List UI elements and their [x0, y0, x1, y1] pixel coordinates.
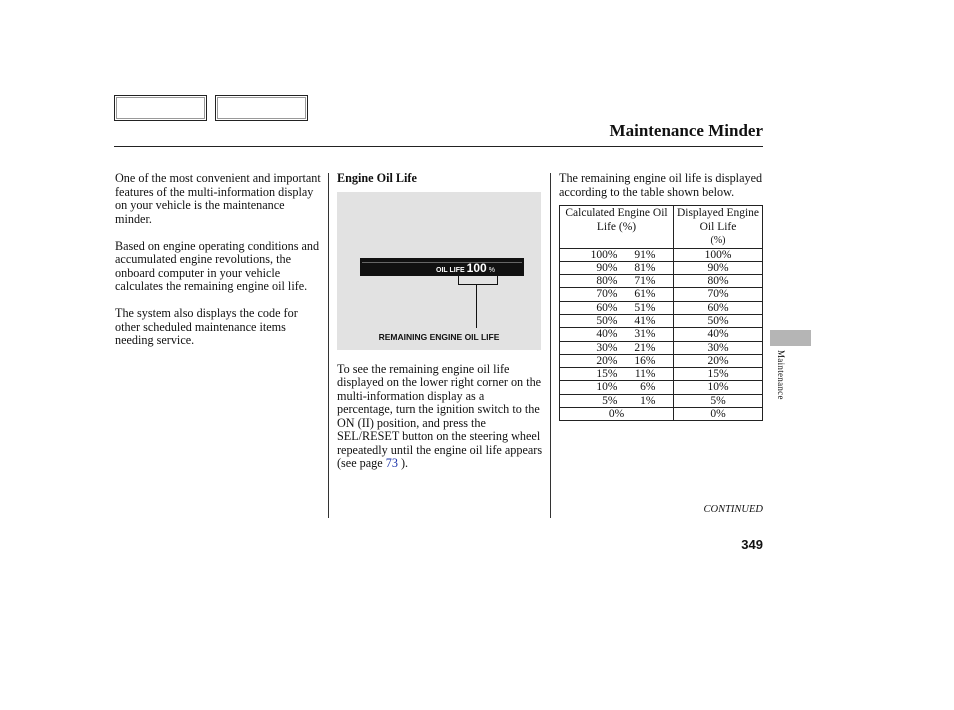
callout-bracket	[458, 276, 498, 285]
displayed-value-cell: 100%	[674, 248, 763, 261]
calculated-low: 31%	[634, 328, 656, 341]
table-row	[560, 368, 763, 381]
calculated-high: 100%	[590, 248, 618, 261]
calculated-range-cell	[560, 408, 674, 421]
calculated-low: 91%	[634, 248, 656, 261]
intro-paragraph-2: Based on engine operating conditions and accumulated engine revolutions, the onboard computer in your vehicle calculates the remaining engine oil life.	[115, 238, 320, 293]
oil-life-figure	[337, 192, 541, 350]
displayed-value-cell: 5%	[674, 394, 763, 407]
column-divider-2	[550, 173, 551, 518]
calculated-high: 50%	[596, 314, 618, 327]
header-calculated: Calculated Engine Oil Life (%)	[560, 206, 674, 249]
column-engine-oil-life	[337, 172, 543, 484]
table-row	[560, 275, 763, 288]
section-heading: Engine Oil Life	[337, 171, 417, 185]
displayed-value-cell: 15%	[674, 368, 763, 381]
calculated-high: 90%	[596, 261, 618, 274]
calculated-range-cell	[560, 368, 674, 381]
table-row	[560, 354, 763, 367]
displayed-value-cell: 30%	[674, 341, 763, 354]
oil-life-value: 100	[466, 260, 487, 275]
calculated-low: 61%	[634, 288, 656, 301]
page-title: Maintenance Minder	[609, 121, 763, 140]
oil-life-unit: %	[488, 266, 495, 274]
displayed-value-cell: 70%	[674, 288, 763, 301]
calculated-high: 15%	[596, 368, 618, 381]
calculated-high: 60%	[596, 301, 618, 314]
calculated-low: 41%	[634, 314, 656, 327]
displayed-value-cell: 80%	[674, 275, 763, 288]
table-row	[560, 381, 763, 394]
table-row	[560, 261, 763, 274]
displayed-value-cell: 0%	[674, 408, 763, 421]
calculated-high: 80%	[596, 275, 618, 288]
page-reference-link[interactable]: 73	[385, 456, 398, 470]
multi-information-display	[360, 258, 524, 276]
column-oil-table	[559, 172, 764, 421]
calculated-low: 51%	[634, 301, 656, 314]
display-window	[362, 262, 522, 274]
table-row	[560, 301, 763, 314]
table-row	[560, 394, 763, 407]
calculated-range-cell	[560, 261, 674, 274]
calculated-low: 16%	[634, 354, 656, 367]
column-divider-1	[328, 173, 329, 518]
section-tab-marker[interactable]	[770, 330, 811, 346]
calculated-range-cell	[560, 394, 674, 407]
calculated-low: 6%	[640, 381, 656, 394]
header-displayed-text: Displayed Engine Oil Life	[676, 207, 760, 233]
calculated-range-cell	[560, 288, 674, 301]
intro-paragraph-1: One of the most convenient and important features of the multi-information display on your vehicle is the maintenance minder.	[115, 171, 321, 226]
calculated-low: 21%	[634, 341, 656, 354]
calculated-high: 10%	[596, 381, 618, 394]
instructions-paragraph	[337, 363, 543, 471]
oil-life-label: OIL LIFE	[436, 266, 465, 274]
calculated-low: 81%	[634, 261, 656, 274]
nav-button-next[interactable]	[215, 95, 308, 121]
calculated-low: 71%	[634, 275, 656, 288]
table-row	[560, 341, 763, 354]
displayed-value-cell: 50%	[674, 314, 763, 327]
calculated-range-cell	[560, 341, 674, 354]
calculated-range-cell	[560, 328, 674, 341]
title-divider	[114, 146, 763, 147]
calculated-high: 70%	[596, 288, 618, 301]
calculated-low: 1%	[640, 394, 656, 407]
calculated-high: 20%	[596, 354, 618, 367]
calculated-range-cell	[560, 354, 674, 367]
table-intro: The remaining engine oil life is displayed according to the table shown below.	[559, 171, 763, 199]
calculated-range-cell	[560, 314, 674, 327]
calculated-range-cell	[560, 301, 674, 314]
oil-life-table	[559, 205, 763, 421]
calculated-range-cell	[560, 381, 674, 394]
section-tab-label: Maintenance	[776, 350, 786, 400]
header-displayed	[674, 206, 763, 249]
displayed-value-cell: 20%	[674, 354, 763, 367]
intro-paragraph-3: The system also displays the code for other scheduled maintenance items needing service.	[115, 306, 298, 347]
column-intro	[115, 172, 321, 361]
calculated-high: 0%	[608, 408, 625, 421]
callout-label: REMAINING ENGINE OIL LIFE	[378, 331, 500, 342]
displayed-value-cell: 10%	[674, 381, 763, 394]
calculated-high: 30%	[596, 341, 618, 354]
displayed-value-cell: 60%	[674, 301, 763, 314]
page-number: 349	[741, 537, 763, 552]
table-header-row	[560, 206, 763, 249]
displayed-value-cell: 90%	[674, 261, 763, 274]
table-row	[560, 248, 763, 261]
calculated-high: 5%	[602, 394, 618, 407]
table-row	[560, 288, 763, 301]
header-displayed-unit: (%)	[710, 235, 726, 246]
displayed-value-cell: 40%	[674, 328, 763, 341]
instructions-text: To see the remaining engine oil life displayed on the lower right corner on the multi-information display as a percentage, turn the ignition switch to the ON (II) position, and press the SEL/RESET button on the steering wheel repeatedly until the engine oil life appears (see page	[337, 361, 543, 470]
table-row	[560, 408, 763, 421]
calculated-high: 40%	[596, 328, 618, 341]
calculated-range-cell	[560, 248, 674, 261]
table-row	[560, 314, 763, 327]
instructions-text-end: ).	[397, 456, 409, 470]
calculated-low: 11%	[634, 368, 656, 381]
table-body	[560, 248, 763, 421]
nav-button-previous[interactable]	[114, 95, 207, 121]
calculated-range-cell	[560, 275, 674, 288]
table-row	[560, 328, 763, 341]
continued-label: CONTINUED	[703, 504, 763, 515]
callout-line	[476, 285, 477, 328]
